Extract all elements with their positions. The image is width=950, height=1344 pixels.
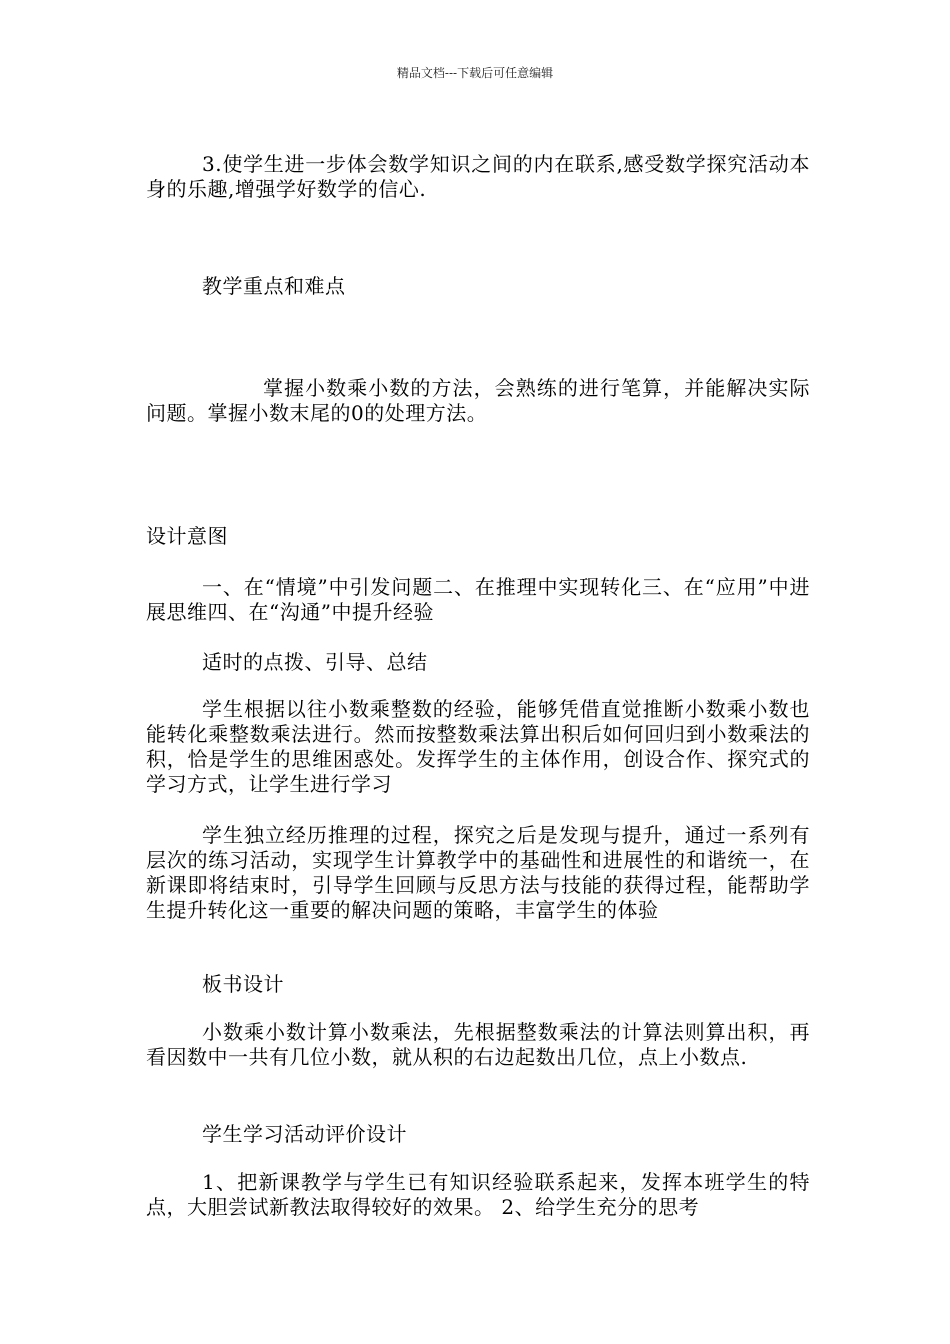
board-design-paragraph: 小数乘小数计算小数乘法，先根据整数乘法的计算法则算出积，再看因数中一共有几位小数，就从积的右边起数出几位，点上小数点. [146,1020,810,1069]
design-intent-paragraph: 一、在“情境”中引发问题二、在推理中实现转化三、在“应用”中进展思维四、在“沟通”中提升经验 [146,575,810,624]
student-independent-paragraph: 学生独立经历推理的过程，探究之后是发现与提升，通过一系列有层次的练习活动，实现学生计算教学中的基础性和进展性的和谐统一，在新课即将结束时，引导学生回顾与反思方法与技能的获得过程，能帮助学生提升转化这一重要的解决问题的策略，丰富学生的体验 [146,823,810,922]
student-reasoning-paragraph: 学生根据以往小数乘整数的经验，能够凭借直觉推断小数乘小数也能转化乘整数乘法进行。然而按整数乘法算出积后如何回归到小数乘法的积，恰是学生的思维困惑处。发挥学生的主体作用，创设合作、探究式的学习方式，让学生进行学习 [146,697,810,796]
guidance-paragraph: 适时的点拨、引导、总结 [202,650,428,674]
page-header: 精品文档---下载后可任意编辑 [396,66,554,80]
section-heading-board-design: 板书设计 [202,972,284,996]
evaluation-design-paragraph: 1、把新课教学与学生已有知识经验联系起来，发挥本班学生的特点，大胆尝试新教法取得较好的效果。 2、给学生充分的思考 [146,1170,810,1219]
key-points-paragraph: 掌握小数乘小数的方法，会熟练的进行笔算，并能解决实际问题。掌握小数末尾的0的处理方法。 [146,376,810,425]
objective-3-paragraph: 3.使学生进一步体会数学知识之间的内在联系,感受数学探究活动本身的乐趣,增强学好数学的信心. [146,152,810,201]
section-heading-design-intent: 设计意图 [146,524,228,548]
section-heading-evaluation-design: 学生学习活动评价设计 [202,1122,407,1146]
section-heading-key-points: 教学重点和难点 [202,274,346,298]
